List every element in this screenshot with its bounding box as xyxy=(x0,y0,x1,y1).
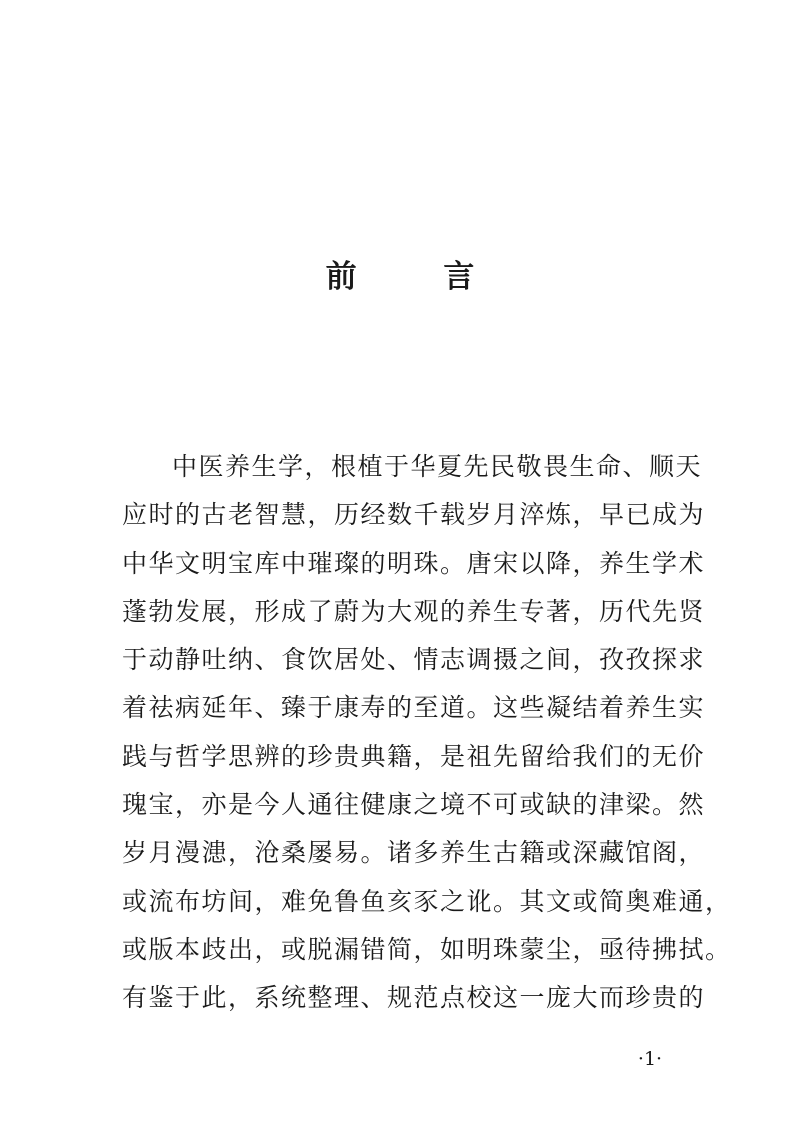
text-line: 着祛病延年、臻于康寿的至道。这些凝结着养生实 xyxy=(122,693,706,723)
page-title: 前 言 xyxy=(325,259,513,295)
text-line: 中华文明宝库中璀璨的明珠。唐宋以降，养生学术 xyxy=(122,548,706,578)
text-line: 或版本歧出，或脱漏错简，如明珠蒙尘，亟待拂拭。 xyxy=(122,934,732,964)
preface-body xyxy=(122,443,732,1023)
text-line: 有鉴于此，系统整理、规范点校这一庞大而珍贵的 xyxy=(122,983,706,1013)
text-line: 瑰宝，亦是今人通往健康之境不可或缺的津梁。然 xyxy=(122,790,706,820)
text-line: 中医养生学，根植于华夏先民敬畏生命、顺天 xyxy=(172,452,703,481)
text-line: 应时的古老智慧，历经数千载岁月淬炼，早已成为 xyxy=(122,500,706,530)
text-line: 或流布坊间，难免鲁鱼亥豕之讹。其文或简奥难通， xyxy=(122,886,732,916)
text-line: 蓬勃发展，形成了蔚为大观的养生专著，历代先贤 xyxy=(122,596,706,626)
text-line: 岁月漫漶，沧桑屡易。诸多养生古籍或深藏馆阁， xyxy=(122,838,706,868)
text-line: 践与哲学思辨的珍贵典籍，是祖先留给我们的无价 xyxy=(122,741,706,771)
text-line: 于动静吐纳、食饮居处、情志调摄之间，孜孜探求 xyxy=(122,645,706,675)
page-number: ·1· xyxy=(637,1048,663,1070)
